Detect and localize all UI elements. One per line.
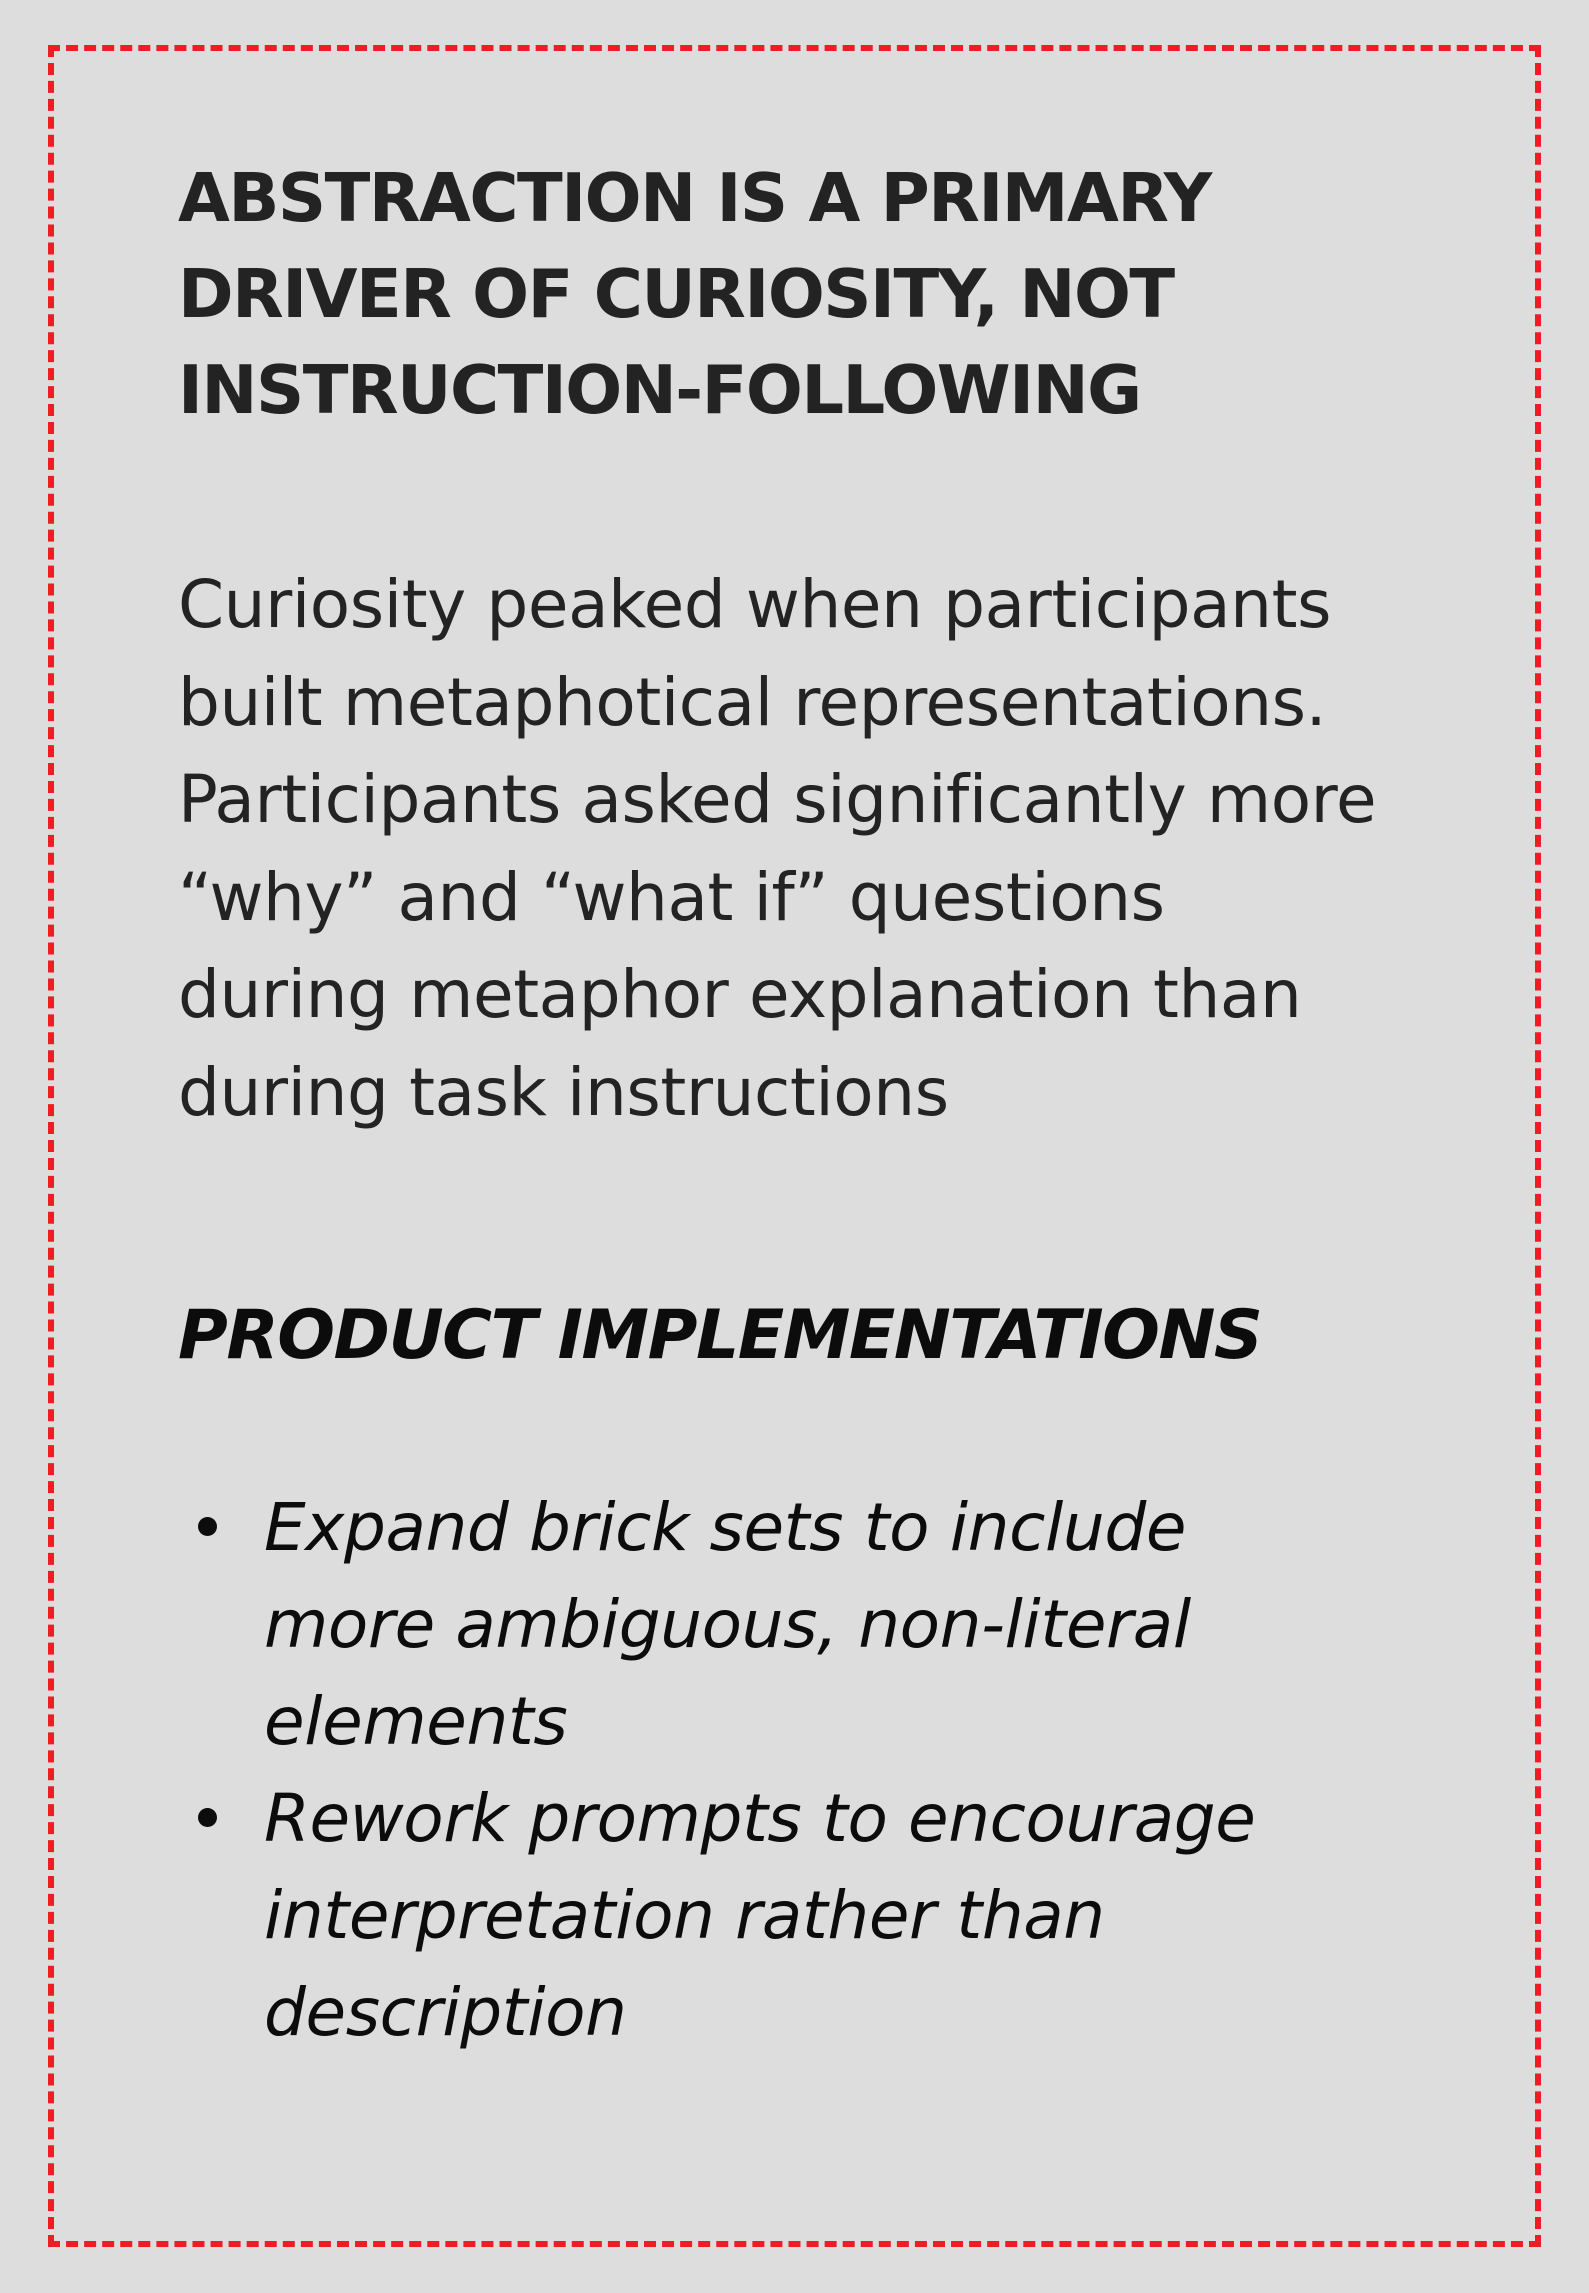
list-item-text: Rework prompts to encourage interpretation rather than description [264,1780,1256,2051]
list-item [178,1770,1374,2061]
implementation-list [178,1479,1408,2061]
bullet-icon [198,1517,217,1536]
finding-headline: ABSTRACTION IS A PRIMARY DRIVER OF CURIOSITY, NOT INSTRUCTION-FOLLOWING [178,159,1211,429]
bullet-icon [198,1808,217,1827]
card-content [178,150,1408,2061]
finding-description: Curiosity peaked when participants built metaphotical representations. Participants asked significantly more “why” and “what if” questions during metaphor explanation than during task instructions [178,566,1377,1131]
list-item-text: Expand brick sets to include more ambiguous, non-literal elements [264,1489,1191,1760]
list-item [178,1479,1374,1770]
product-implementations-heading: PRODUCT IMPLEMENTATIONS [178,1296,1262,1375]
